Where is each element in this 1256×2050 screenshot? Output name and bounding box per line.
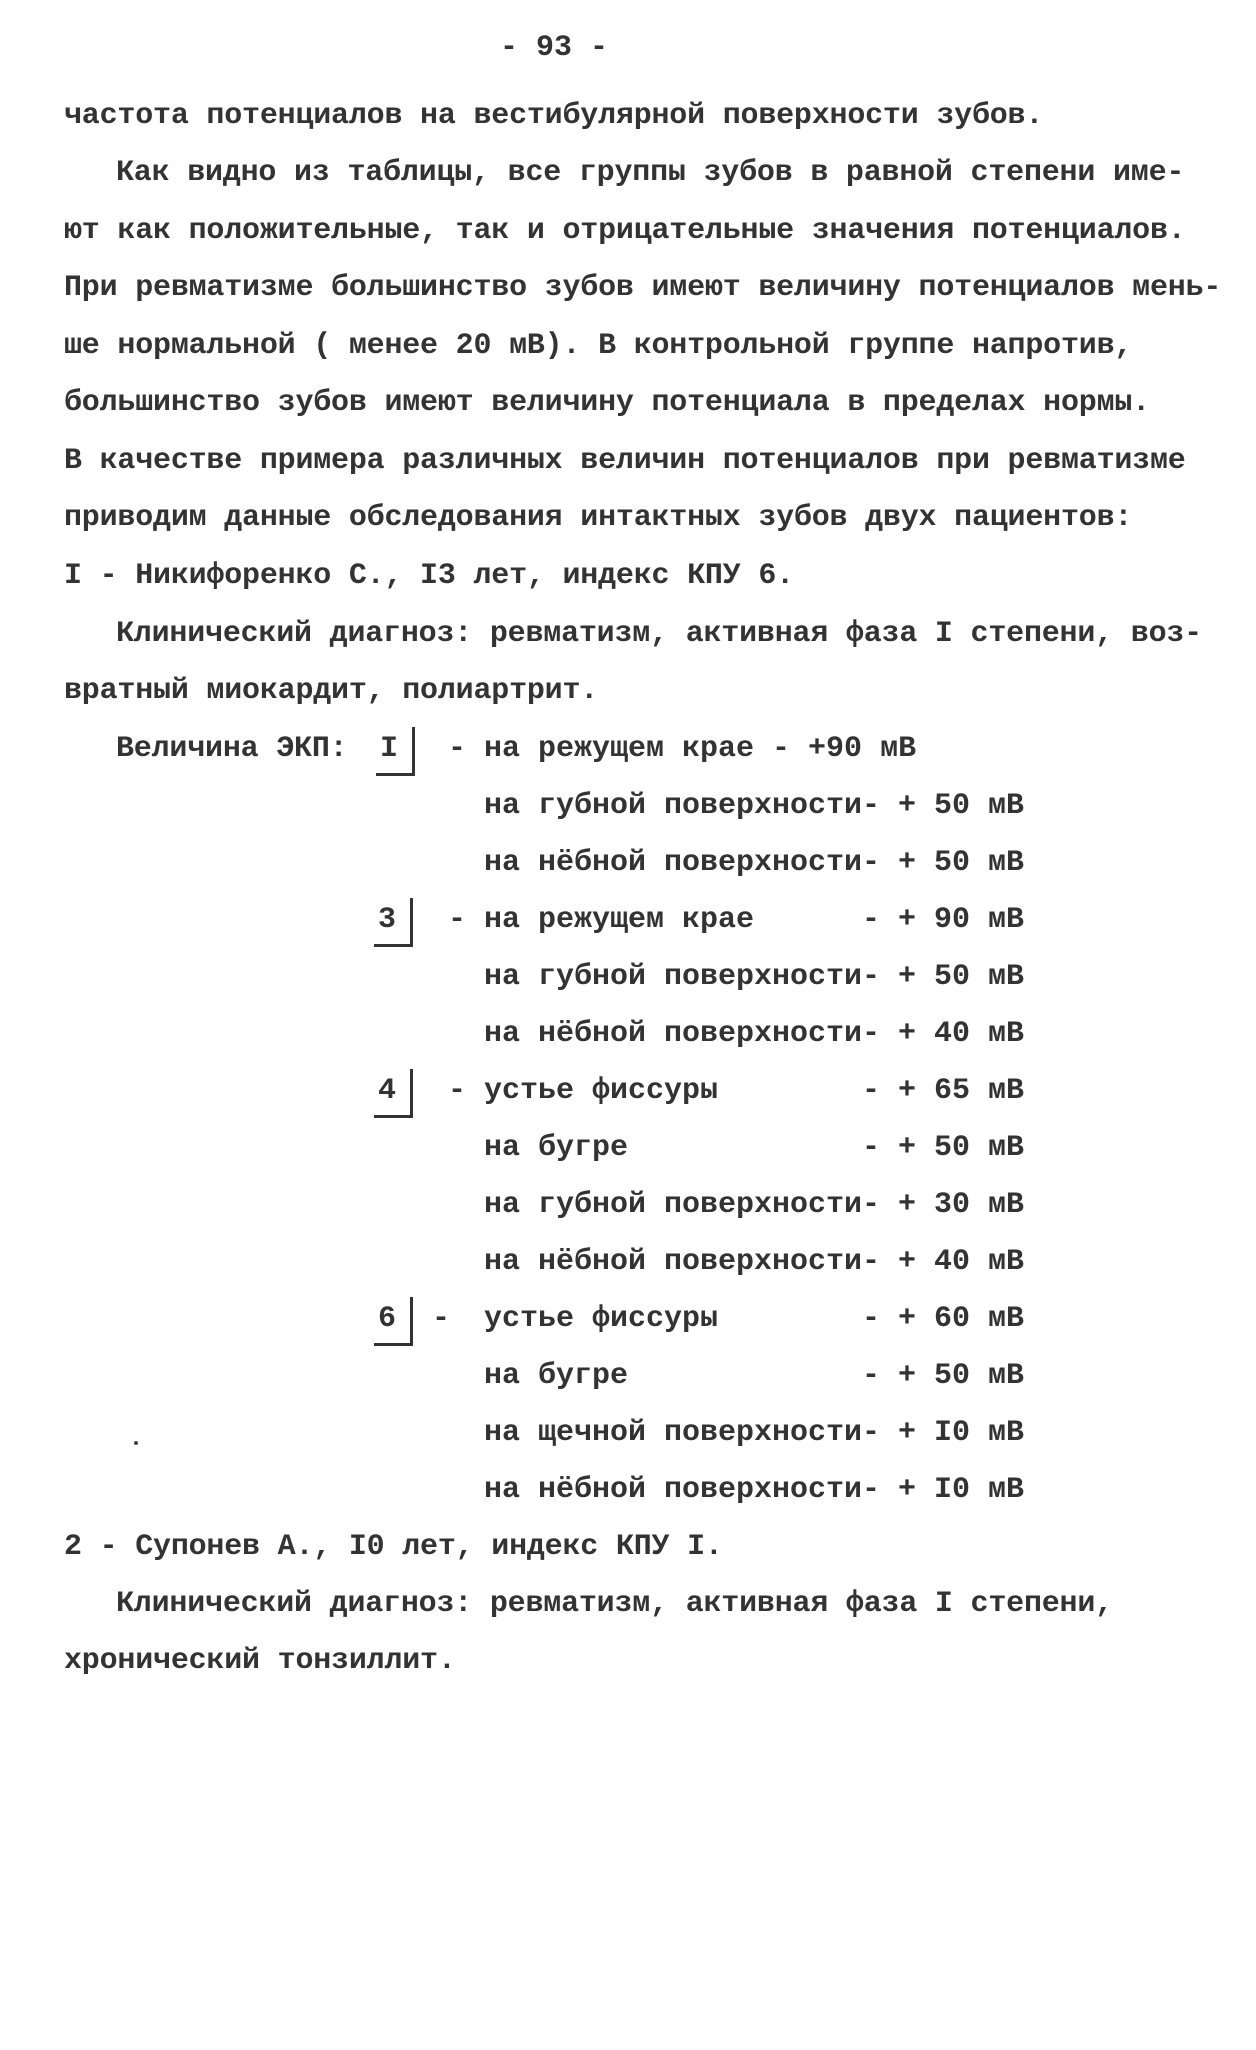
text-line: В качестве примера различных величин потенциалов при ревматизме	[64, 444, 1186, 478]
dash: -	[448, 732, 467, 766]
measurement-label: на режущем крае - +90 мВ	[484, 732, 917, 766]
measurement-value: - + 30 мВ	[862, 1188, 1025, 1222]
tooth-bracket	[376, 727, 415, 776]
dash: -	[432, 1302, 451, 1336]
measurement-label: на нёбной поверхности	[484, 1473, 863, 1507]
text-line: Клинический диагноз: ревматизм, активная фаза I степени,	[116, 1587, 1113, 1621]
measurement-value: - + 50 мВ	[862, 1131, 1025, 1165]
measurement-value: - + 40 мВ	[862, 1017, 1025, 1051]
tooth-bracket	[374, 1069, 413, 1118]
measurement-value: - + 90 мВ	[862, 903, 1025, 937]
dash: -	[448, 1074, 467, 1108]
tooth-number: 3	[378, 903, 397, 937]
stray-mark	[134, 1441, 138, 1445]
measurement-value: - + 50 мВ	[862, 960, 1025, 994]
measurement-label: на нёбной поверхности	[484, 1017, 863, 1051]
measurement-label: на бугре	[484, 1131, 629, 1165]
measurements-label: Величина ЭКП:	[116, 732, 348, 766]
patient-2-line: 2 - Супонев А., I0 лет, индекс КПУ I.	[64, 1530, 723, 1564]
measurement-value: - + 50 мВ	[862, 846, 1025, 880]
page-number: - 93 -	[500, 31, 609, 65]
tooth-number: I	[380, 732, 399, 766]
text-line: При ревматизме большинство зубов имеют величину потенциалов мень-	[64, 271, 1222, 305]
measurement-label: устье фиссуры	[484, 1074, 719, 1108]
measurement-label: на губной поверхности	[484, 1188, 863, 1222]
text-line: Клинический диагноз: ревматизм, активная фаза I степени, воз-	[116, 617, 1202, 651]
tooth-bracket	[374, 1297, 413, 1346]
measurement-value: - + 50 мВ	[862, 789, 1025, 823]
measurement-value: - + I0 мВ	[862, 1416, 1025, 1450]
patient-1-line: I - Никифоренко С., I3 лет, индекс КПУ 6.	[64, 559, 794, 593]
measurement-value: - + 60 мВ	[862, 1302, 1025, 1336]
measurement-label: на щечной поверхности	[484, 1416, 863, 1450]
measurement-label: устье фиссуры	[484, 1302, 719, 1336]
measurement-label: на режущем крае	[484, 903, 755, 937]
measurement-value: - + 50 мВ	[862, 1359, 1025, 1393]
measurement-value: - + 40 мВ	[862, 1245, 1025, 1279]
text-line: вратный миокардит, полиартрит.	[64, 674, 599, 708]
measurement-label: на бугре	[484, 1359, 629, 1393]
text-line: ше нормальной ( менее 20 мВ). В контрольной группе напротив,	[64, 329, 1133, 363]
measurement-value: - + I0 мВ	[862, 1473, 1025, 1507]
measurement-label: на нёбной поверхности	[484, 1245, 863, 1279]
text-line: частота потенциалов на вестибулярной поверхности зубов.	[64, 99, 1044, 133]
text-line: приводим данные обследования интактных зубов двух пациентов:	[64, 501, 1133, 535]
tooth-bracket	[374, 898, 413, 947]
measurement-value: - + 65 мВ	[862, 1074, 1025, 1108]
dash: -	[448, 903, 467, 937]
measurement-label: на губной поверхности	[484, 789, 863, 823]
measurement-label: на нёбной поверхности	[484, 846, 863, 880]
tooth-number: 4	[378, 1074, 397, 1108]
text-line: большинство зубов имеют величину потенциала в пределах нормы.	[64, 386, 1150, 420]
text-line: хронический тонзиллит.	[64, 1644, 456, 1678]
text-line: Как видно из таблицы, все группы зубов в равной степени име-	[116, 156, 1185, 190]
tooth-number: 6	[378, 1302, 397, 1336]
measurement-label: на губной поверхности	[484, 960, 863, 994]
text-line: ют как положительные, так и отрицательные значения потенциалов.	[64, 214, 1186, 248]
